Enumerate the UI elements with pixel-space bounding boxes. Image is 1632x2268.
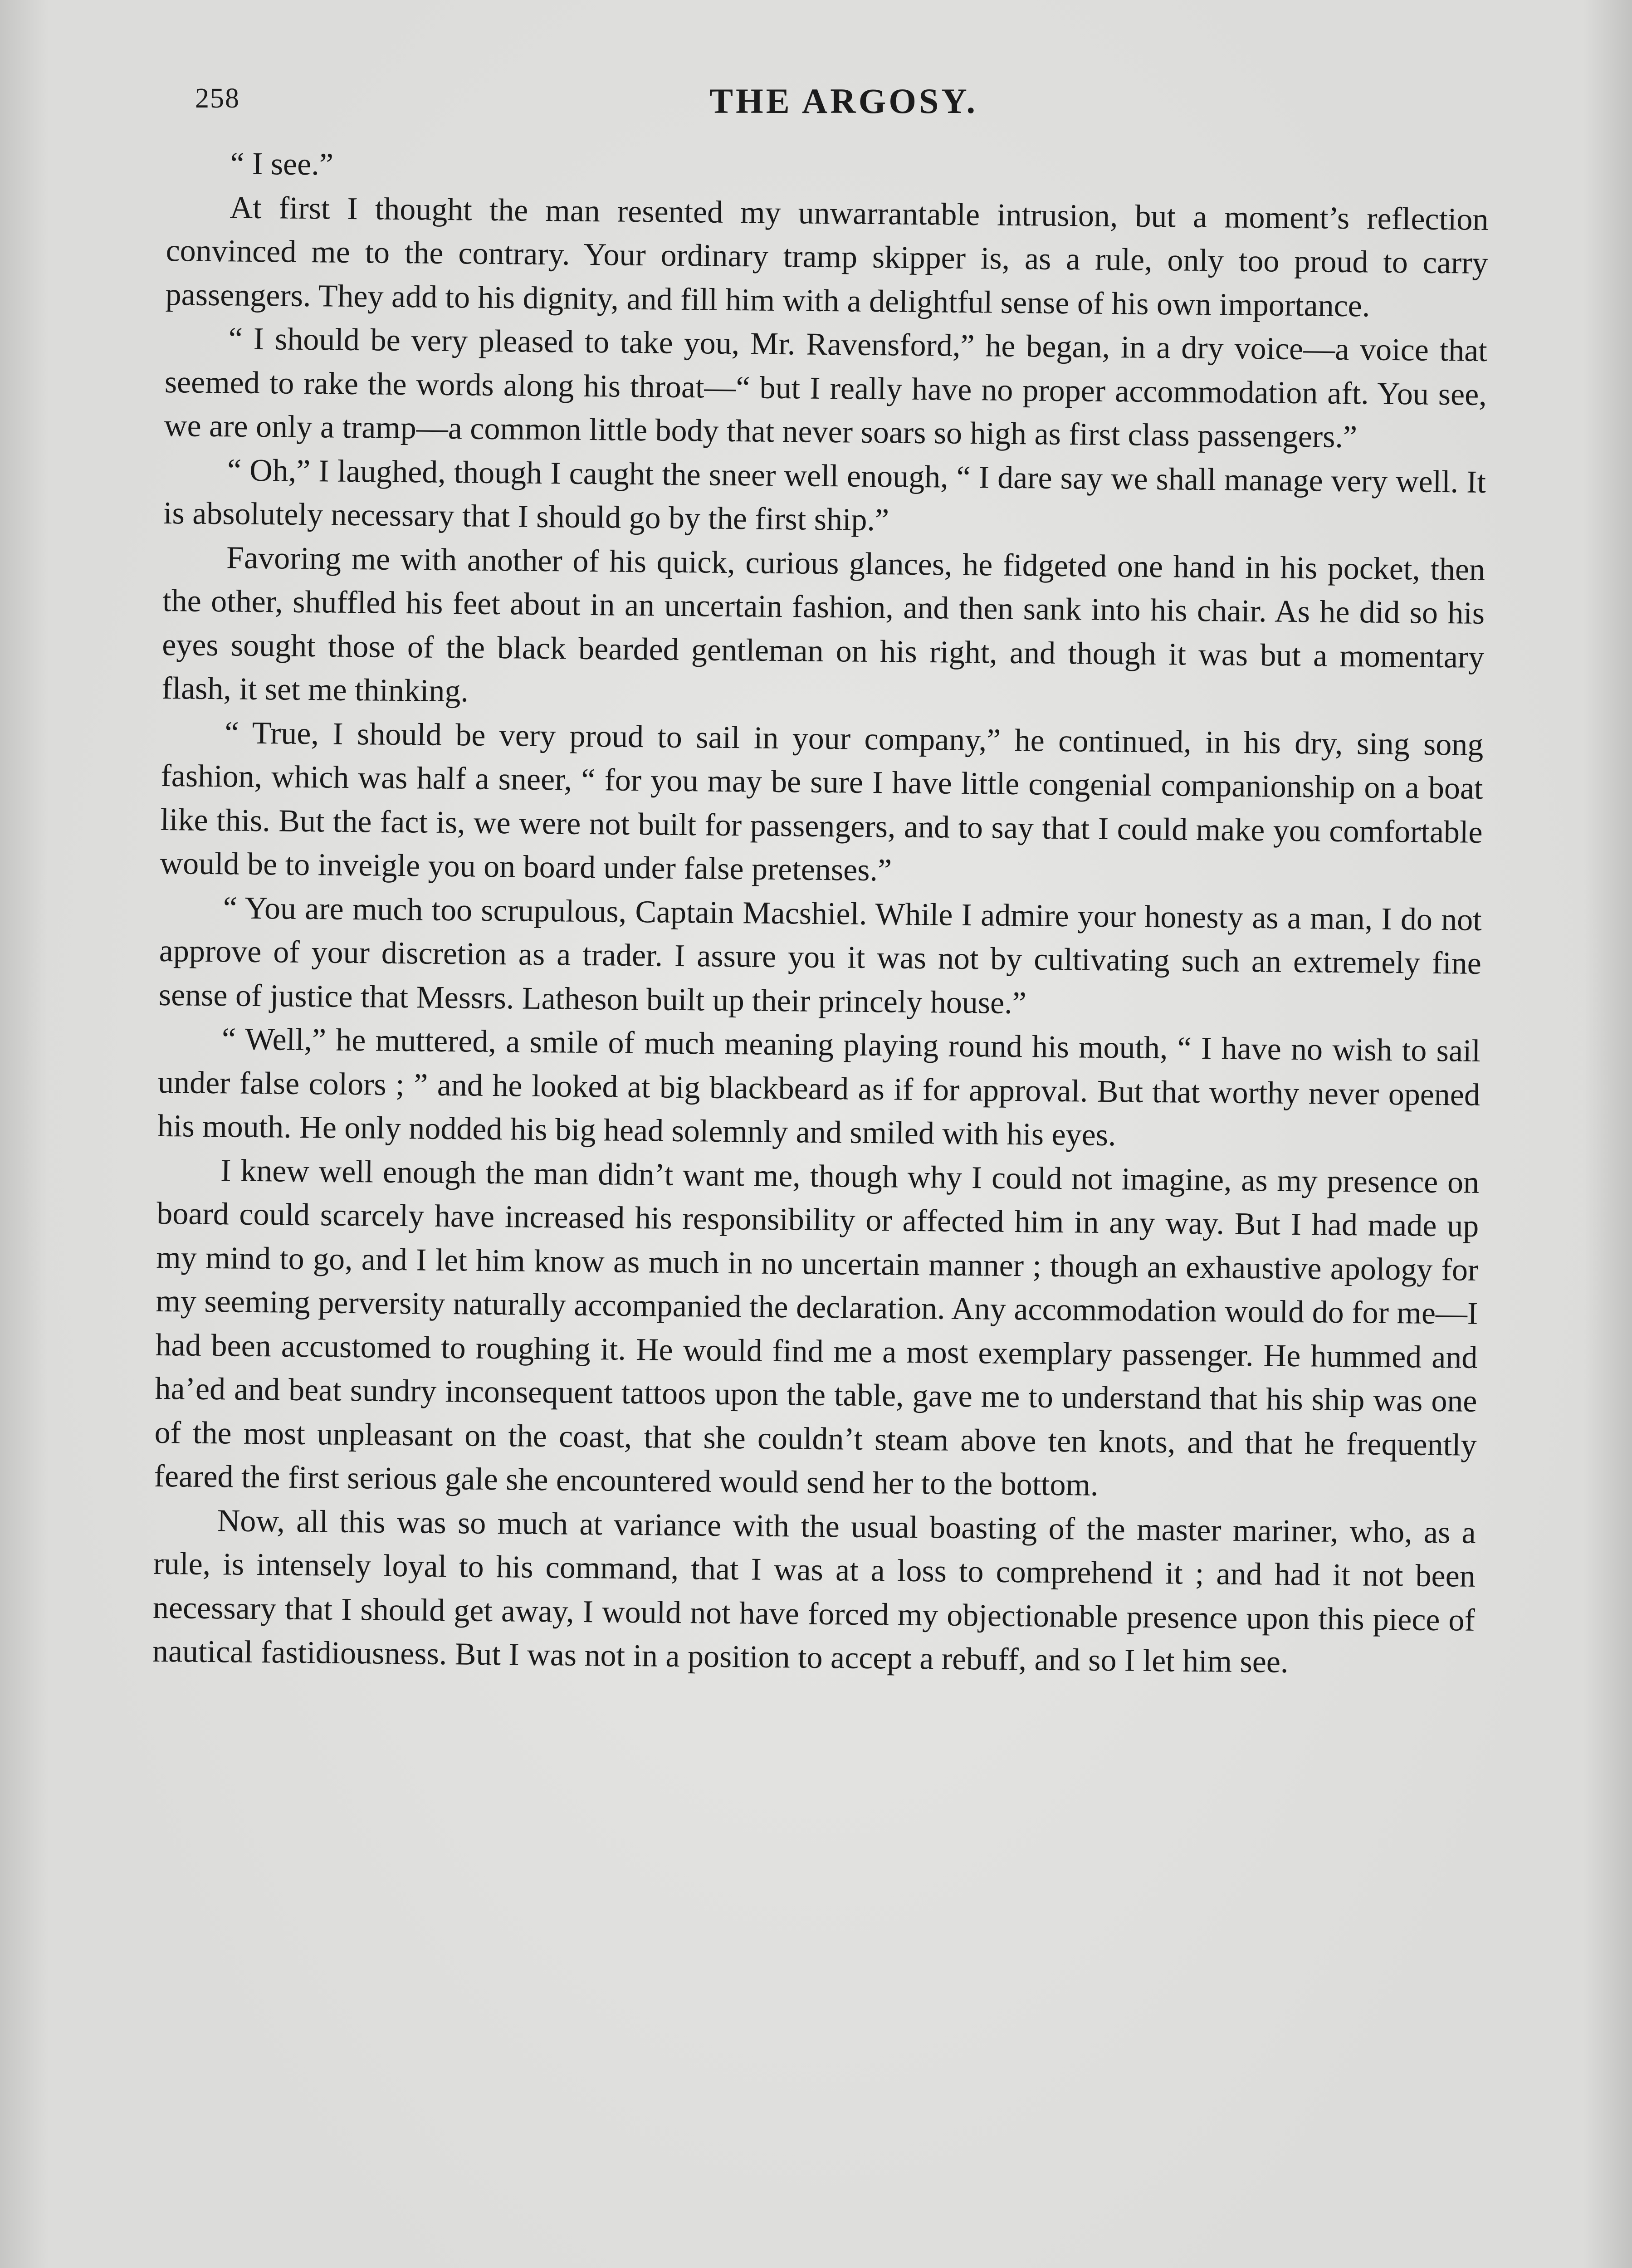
paragraph: “ True, I should be very proud to sail in your company,” he continued, in his dry, sing song fashion, which was half a sneer, “ for you may be sure I have little congenial companionship on a boat like this. But the fact is, we were not built for passengers, and to say that I could make you comfortable would be to inveigle you on board under false pretenses.”	[160, 715, 1484, 888]
paragraph: Now, all this was so much at variance with the usual boasting of the master mariner, who, as a rule, is intensely loyal to his command, that I was at a loss to comprehend it ; and had it not been necessary that I should get away, I would not have forced my objectionable presence upon this piece of nautical fastidiousness. But I was not in a position to accept a rebuff, and so I let him see.	[152, 1503, 1476, 1680]
paragraph: “ Well,” he muttered, a smile of much meaning playing round his mouth, “ I have no wish to sail under false colors ; ” and he looked at big blackbeard as if for approval. But that worthy never opened his mouth. He only nodded his big head solemnly and smiled with his eyes.	[157, 1022, 1481, 1153]
article-body	[146, 142, 1489, 2268]
page-header	[195, 81, 1492, 131]
paragraph: “ I should be very pleased to take you, Mr. Ravensford,” he began, in a dry voice—a voice that seemed to rake the words along his throat—“ but I really have no proper accommodation aft. You see, we are only a tramp—a common little body that never soars so high as first class passengers.”	[164, 321, 1488, 455]
paragraph: Favoring me with another of his quick, curious glances, he fidgeted one hand in his pocket, then the other, shuffled his feet about in an uncertain fashion, and then sank into his chair. As he did so his eyes sought those of the black bearded gentleman on his right, and though it was but a momentary flash, it set me thinking.	[161, 540, 1485, 709]
page-number: 258	[195, 83, 240, 114]
paragraph: “ You are much too scrupulous, Captain Macshiel. While I admire your honesty as a man, I do not approve of your discretion as a trader. I assure you it was not by cultivating such an extremely fine sense of justice that Messrs. Latheson built up their princely house.”	[158, 890, 1482, 1021]
paragraph: “ Oh,” I laughed, though I caught the sneer well enough, “ I dare say we shall manage very well. It is absolutely necessary that I should go by the first ship.”	[163, 452, 1486, 538]
paragraph: “ I see.”	[230, 146, 334, 182]
paragraph: At first I thought the man resented my unwarrantable intrusion, but a moment’s reflection convinced me to the contrary. Your ordinary tramp skipper is, as a rule, only too proud to carry passengers. They add to his dignity, and fill him with a delightful sense of his own importance.	[165, 190, 1489, 323]
paragraph: I knew well enough the man didn’t want me, though why I could not imagine, as my presence on board could scarcely have increased his responsibility or affected him in any way. But I had made up my mind to go, and I let him know as much in no uncertain manner ; though an exhaustive apology for my seeming perversity naturally accompanied the declaration. Any accommodation would do for me—I had been accustomed to roughing it. He would find me a most exemplary passenger. He hummed and ha’ed and beat sundry inconsequent tattoos upon the table, gave me to understand that his ship was one of the most unpleasant on the coast, that she couldn’t steam above ten knots, and that he frequently feared the first serious gale she encountered would send her to the bottom.	[154, 1153, 1480, 1503]
running-title: THE ARGOSY.	[709, 81, 978, 121]
